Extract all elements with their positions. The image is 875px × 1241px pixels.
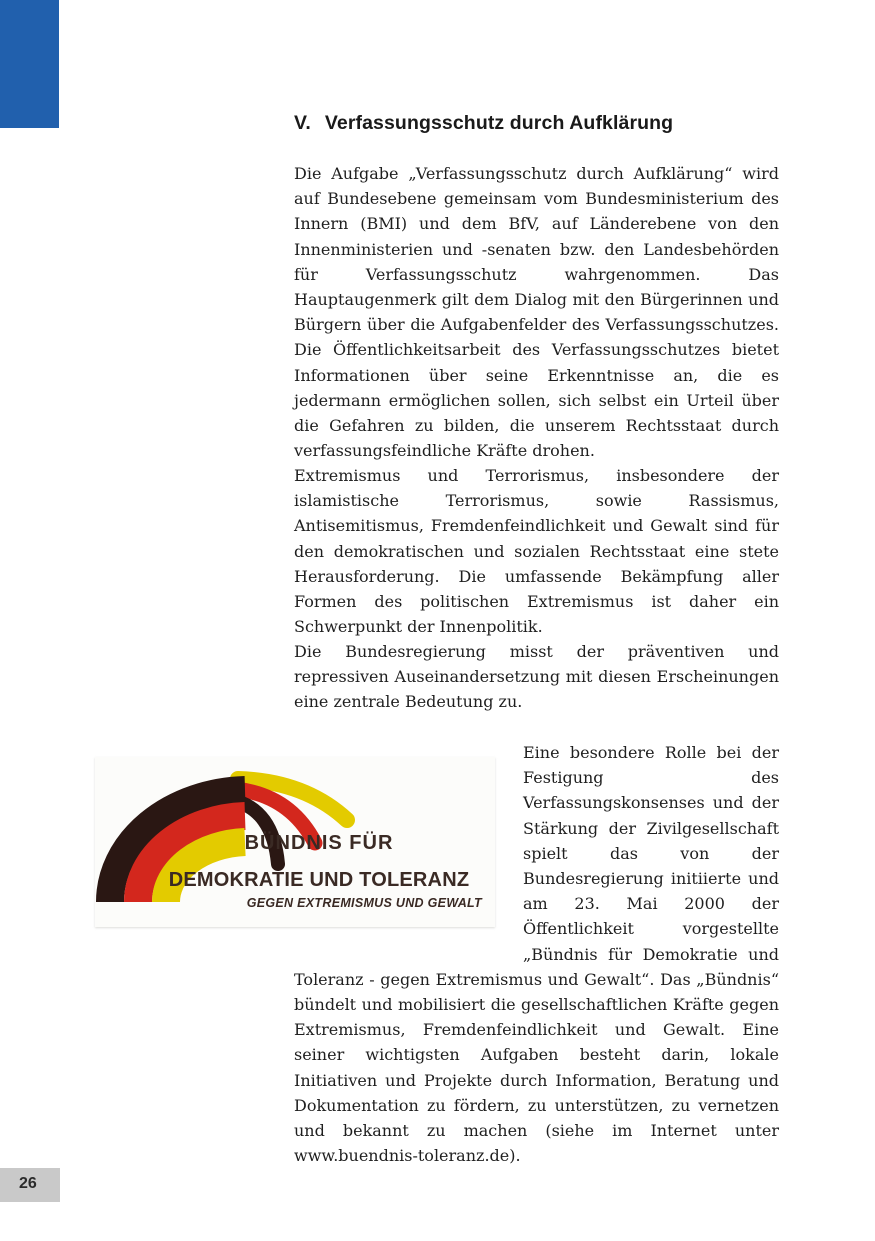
logo-line-2: DEMOKRATIE UND TOLERANZ	[168, 869, 470, 891]
body-paragraph-1: Die Aufgabe „Verfassungsschutz durch Aufklärung“ wird auf Bundesebene gemeinsam vom Bundesministerium des Innern (BMI) und dem BfV, auf Länderebene von den Innenministerien und -senaten bzw. den Landesbehörden für Verfassungsschutz wahrgenommen. Das Hauptaugenmerk gilt dem Dialog mit den Bürgerinnen und Bürgern über die Aufgabenfelder des Verfassungsschutzes. Die Öffentlichkeitsarbeit des Verfassungsschutzes bietet Informationen über seine Erkenntnisse an, die es jedermann ermöglichen sollen, sich selbst ein Urteil über die Gefahren zu bilden, die unserem Rechtsstaat durch verfassungsfeindliche Kräfte drohen.	[294, 164, 779, 461]
heading-text: Verfassungsschutz durch Aufklärung	[324, 112, 674, 134]
page-number-box	[0, 1168, 60, 1202]
body-paragraph-4-text: Eine besondere Rolle bei der Festigung des Verfassungskonsenses und der Stärkung der Zivilgesellschaft spielt das von der Bundesregierung initiierte und am 23. Mai 2000 der Öffentlichkeit vorgestellte „Bündnis für Demokratie und Toleranz - gegen Extremismus und Gewalt“. Das „Bündnis“ bündelt und mobilisiert die gesellschaftlichen Kräfte gegen Extremismus, Fremdenfeindlichkeit und Gewalt. Eine seiner wichtigsten Aufgaben besteht darin, lokale Initiativen und Projekte durch Information, Beratung und Dokumentation zu fördern, zu unterstützen, zu vernetzen und bekannt zu machen (siehe im Internet unter www.buendnis-toleranz.de).	[294, 743, 779, 1166]
logo-line-1: BÜNDNIS FÜR	[244, 832, 394, 854]
heading-number: V.	[294, 112, 311, 134]
page-number: 26	[19, 1175, 37, 1192]
body-paragraph-3: Die Bundesregierung misst der präventiven und repressiven Auseinandersetzung mit diesen Erscheinungen eine zentrale Bedeutung zu.	[294, 642, 779, 712]
page-title	[294, 110, 814, 137]
body-paragraph-2: Extremismus und Terrorismus, insbesondere der islamistische Terrorismus, sowie Rassismus, Antisemitismus, Fremdenfeindlichkeit und Gewalt sind für den demokratischen und sozialen Rechtsstaat eine stete Herausforderung. Die umfassende Bekämpfung aller Formen des politischen Extremismus ist daher ein Schwerpunkt der Innenpolitik.	[294, 466, 779, 637]
logo-wordmark	[153, 831, 485, 911]
corner-accent-bar	[0, 0, 59, 128]
logo-line-3: GEGEN EXTREMISMUS UND GEWALT	[246, 896, 482, 910]
buendnis-toleranz-logo	[95, 757, 495, 927]
